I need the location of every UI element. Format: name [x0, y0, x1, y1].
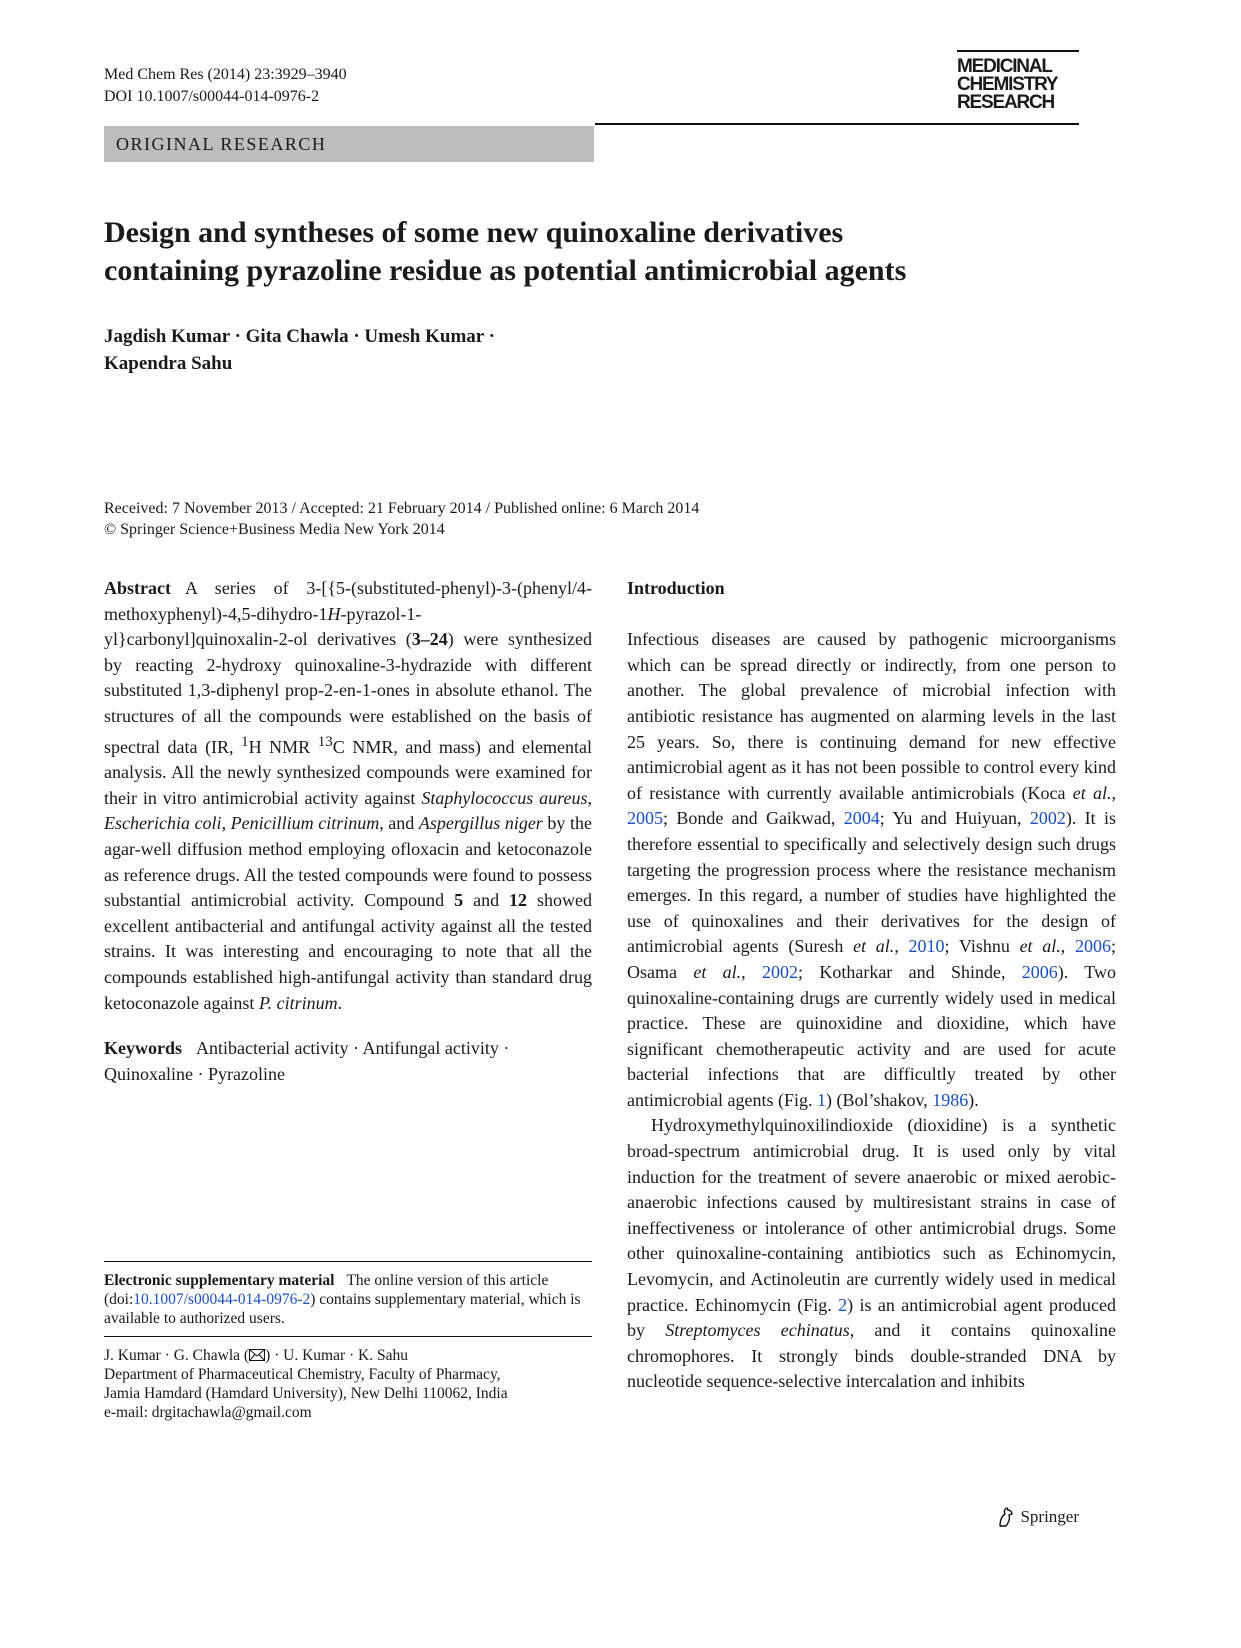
article-title — [104, 214, 1104, 290]
publisher-logo — [996, 1506, 1079, 1528]
introduction-heading: Introduction — [627, 578, 725, 598]
affiliation-department: Department of Pharmaceutical Chemistry, Faculty of Pharmacy, — [104, 1366, 501, 1383]
publication-dates: Received: 7 November 2013 / Accepted: 21 February 2014 / Published online: 6 March 2014 — [104, 500, 700, 517]
citation-link[interactable]: 2002 — [762, 961, 798, 982]
citation-link[interactable]: 2005 — [627, 808, 663, 829]
citation-link[interactable]: 2010 — [908, 936, 945, 957]
author-list — [104, 323, 704, 377]
keywords — [104, 1036, 592, 1087]
doi-link[interactable]: 10.1007/s00044-014-0976-2 — [133, 1291, 311, 1308]
citation-link[interactable]: 2006 — [1021, 961, 1058, 982]
authors-line: Jagdish Kumar · Gita Chawla · Umesh Kumar · — [104, 326, 495, 347]
logo-line: RESEARCH — [957, 92, 1055, 113]
citation-link[interactable]: 2004 — [843, 808, 880, 829]
footnote-rule — [104, 1261, 592, 1262]
keywords-heading: Keywords — [104, 1038, 182, 1059]
logo-line: CHEMISTRY — [957, 74, 1058, 95]
figure-link[interactable]: 2 — [838, 1294, 848, 1315]
publisher-name: Springer — [1020, 1507, 1079, 1526]
header-rule — [595, 123, 1079, 125]
intro-paragraph-2: Hydroxymethylquinoxilindioxide (dioxidine) is a synthetic broad-spectrum antimicrobial drug. It is used only by vital induction for the treatment of severe anaerobic or mixed aerobic-anaerobic infections caused by multiresistant strains in case of ineffectiveness or intolerance of other antimicrobial drugs. Some other quinoxaline-containing antibiotics such as Echinomycin, Levomycin, and Actinoleutin are currently widely used in medical practice. Echinomycin (Fig. 2) is an antimicrobial agent produced by Streptomyces echinatus, and it contains quinoxaline chromophores. It strongly binds double-stranded DNA by nucleotide sequence-selective intercalation and inhibits — [627, 1115, 1116, 1392]
citation-link[interactable]: 1986 — [932, 1089, 969, 1110]
journal-reference — [104, 64, 347, 108]
journal-doi: DOI 10.1007/s00044-014-0976-2 — [104, 88, 320, 105]
citation-link[interactable]: 2006 — [1075, 936, 1111, 957]
abstract-heading: Abstract — [104, 578, 171, 598]
abstract: Abstract A series of 3-[{5-(substituted-phenyl)-3-(phenyl/4-methoxyphenyl)-4,5-dihydro-1H-pyrazol-1-yl}carbonyl]quinoxalin-2-ol derivatives (3–24) were synthesized by reacting 2-hydroxy quinoxaline-3-hydrazide with different substituted 1,3-diphenyl prop-2-en-1-ones in absolute ethanol. The structures of all the compounds were established on the basis of spectral data (IR, $^1$H NMR $^{13}$C NMR, and mass) and elemental analysis. All the newly synthesized compounds were examined for their in vitro antimicrobial activity against Staphylococcus aureus, Escherichia coli, Penicillium citrinum, and Aspergillus niger by the agar-well diffusion method employing ofloxacin and ketoconazole as reference drugs. All the tested compounds were found to possess substantial antimicrobial activity. Compound 5 and 12 showed excellent antibacterial and antifungal activity against all the tested strains. It was interesting and encouraging to note that all the compounds established high-antifungal activity than standard drug ketoconazole against P. citrinum. — [104, 578, 593, 1013]
title-line: Design and syntheses of some new quinoxaline derivatives — [104, 216, 844, 249]
journal-citation: Med Chem Res (2014) 23:3929–3940 — [104, 66, 347, 83]
logo-line: MEDICINAL — [957, 56, 1052, 77]
affiliation — [104, 1346, 592, 1422]
citation-link[interactable]: 2002 — [1029, 808, 1066, 829]
intro-paragraph-1: Infectious diseases are caused by pathogenic microorganisms which can be spread directly or indirectly, from one person to another. The global prevalence of microbial infection with antibiotic resistance has augmented on alarming levels in the last 25 years. So, there is continuing demand for new effective antimicrobial agent as it has not been possible to control every kind of resistance with currently available antimicrobials (Koca et al., 2005; Bonde and Gaikwad, 2004; Yu and Huiyuan, 2002). It is therefore essential to specifically and selectively design such drugs targeting the progression process where the resistance mechanism emerges. In this regard, a number of studies have highlighted the use of quinoxalines and their derivatives for the design of antimicrobial agents (Suresh et al., 2010; Vishnu et al., 2006; Osama et al., 2002; Kotharkar and Shinde, 2006). Two quinoxaline-containing drugs are currently widely used in medical practice. These are quinoxidine and dioxidine, which have significant chemotherapeutic activity and are used for acute bacterial infections that are difficultly treated by other antimicrobial agents (Fig. 1) (Bol’shakov, 1986). — [627, 629, 1117, 1110]
affiliation-university: Jamia Hamdard (Hamdard University), New Delhi 110062, India — [104, 1385, 508, 1402]
copyright-notice: © Springer Science+Business Media New York 2014 — [104, 521, 445, 538]
figure-link[interactable]: 1 — [816, 1089, 826, 1110]
contact-email[interactable]: e-mail: drgitachawla@gmail.com — [104, 1404, 312, 1421]
journal-logo — [957, 50, 1079, 112]
authors-line: Kapendra Sahu — [104, 353, 233, 374]
left-column — [104, 576, 592, 1087]
envelope-icon — [249, 1349, 265, 1361]
esm-heading: Electronic supplementary material — [104, 1272, 335, 1289]
affiliation-authors: J. Kumar · G. Chawla ( ) · U. Kumar · K. Sahu — [104, 1347, 408, 1364]
right-column — [627, 576, 1116, 1395]
article-history — [104, 498, 1104, 540]
supplementary-note: Electronic supplementary material The online version of this article (doi:10.1007/s00044-014-0976-2) contains supplementary material, which is available to authorized users. — [104, 1272, 581, 1327]
section-label: ORIGINAL RESEARCH — [104, 126, 594, 162]
title-line: containing pyrazoline residue as potential antimicrobial agents — [104, 254, 907, 287]
keywords-list: Antibacterial activity · Antifungal activity · Quinoxaline · Pyrazoline — [104, 1038, 510, 1084]
footnote-rule — [104, 1336, 592, 1337]
springer-horse-icon — [996, 1506, 1016, 1528]
